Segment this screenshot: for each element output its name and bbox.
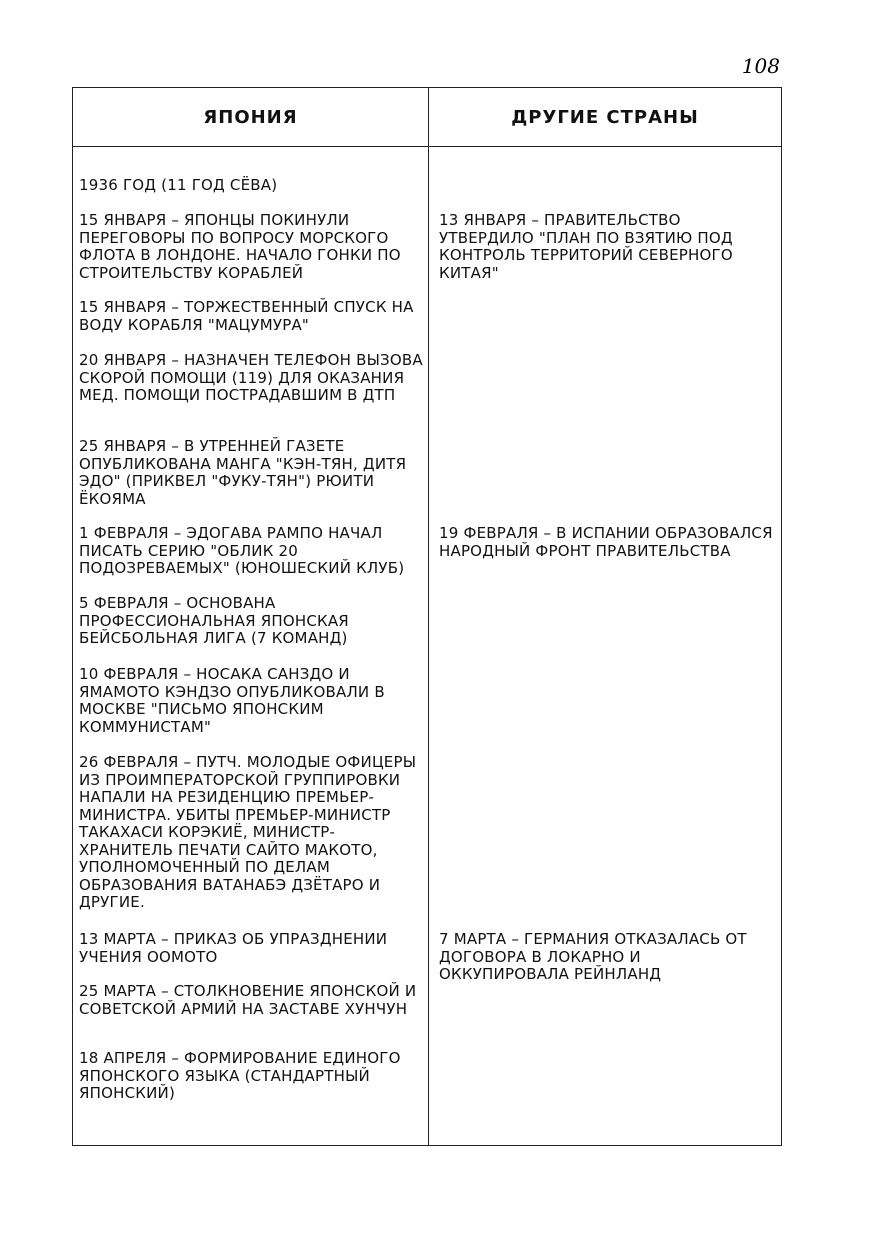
other-entry: 19 ФЕВРАЛЯ – В ИСПАНИИ ОБРАЗОВАЛСЯ НАРОДНЫЙ ФРОНТ ПРАВИТЕЛЬСТВА bbox=[439, 524, 773, 560]
japan-entry: 15 ЯНВАРЯ – ТОРЖЕСТВЕННЫЙ СПУСК НА ВОДУ КОРАБЛЯ "МАЦУМУРА" bbox=[79, 298, 414, 334]
japan-entry: 20 ЯНВАРЯ – НАЗНАЧЕН ТЕЛЕФОН ВЫЗОВА СКОРОЙ ПОМОЩИ (119) ДЛЯ ОКАЗАНИЯ МЕД. ПОМОЩИ ПОСТРАДАВШИМ В ДТП bbox=[79, 351, 423, 404]
japan-entry: 5 ФЕВРАЛЯ – ОСНОВАНА ПРОФЕССИОНАЛЬНАЯ ЯПОНСКАЯ БЕЙСБОЛЬНАЯ ЛИГА (7 КОМАНД) bbox=[79, 594, 349, 647]
column-divider bbox=[428, 88, 429, 1145]
japan-entry: 25 ЯНВАРЯ – В УТРЕННЕЙ ГАЗЕТЕ ОПУБЛИКОВАНА МАНГА "КЭН-ТЯН, ДИТЯ ЭДО" (ПРИКВЕЛ "ФУКУ-ТЯН") РЮИТИ ЁКОЯМА bbox=[79, 437, 407, 508]
other-entry: 7 МАРТА – ГЕРМАНИЯ ОТКАЗАЛАСЬ ОТ ДОГОВОРА В ЛОКАРНО И ОККУПИРОВАЛА РЕЙНЛАНД bbox=[439, 930, 747, 983]
japan-entry: 18 АПРЕЛЯ – ФОРМИРОВАНИЕ ЕДИНОГО ЯПОНСКОГО ЯЗЫКА (СТАНДАРТНЫЙ ЯПОНСКИЙ) bbox=[79, 1049, 401, 1102]
japan-entry: 26 ФЕВРАЛЯ – ПУТЧ. МОЛОДЫЕ ОФИЦЕРЫ ИЗ ПРОИМПЕРАТОРСКОЙ ГРУППИРОВКИ НАПАЛИ НА РЕЗИДЕНЦИЮ ПРЕМЬЕР-МИНИСТРА. УБИТЫ ПРЕМЬЕР-МИНИСТР ТАКАХАСИ КОРЭКИЁ, МИНИСТР-ХРАНИТЕЛЬ ПЕЧАТИ САЙТО МАКОТО, УПОЛНОМОЧЕННЫЙ ПО ДЕЛАМ ОБРАЗОВАНИЯ ВАТАНАБЭ ДЗЁТАРО И ДРУГИЕ. bbox=[79, 753, 417, 911]
japan-entry: 1 ФЕВРАЛЯ – ЭДОГАВА РАМПО НАЧАЛ ПИСАТЬ СЕРИЮ "ОБЛИК 20 ПОДОЗРЕВАЕМЫХ" (ЮНОШЕСКИЙ КЛУБ) bbox=[79, 524, 405, 577]
year-heading: 1936 ГОД (11 ГОД СЁВА) bbox=[79, 176, 278, 194]
timeline-table bbox=[72, 87, 782, 1146]
japan-entry: 15 ЯНВАРЯ – ЯПОНЦЫ ПОКИНУЛИ ПЕРЕГОВОРЫ ПО ВОПРОСУ МОРСКОГО ФЛОТА В ЛОНДОНЕ. НАЧАЛО ГОНКИ ПО СТРОИТЕЛЬСТВУ КОРАБЛЕЙ bbox=[79, 211, 401, 282]
other-entry: 13 ЯНВАРЯ – ПРАВИТЕЛЬСТВО УТВЕРДИЛО "ПЛАН ПО ВЗЯТИЮ ПОД КОНТРОЛЬ ТЕРРИТОРИЙ СЕВЕРНОГО КИТАЯ" bbox=[439, 211, 733, 282]
japan-entry: 13 МАРТА – ПРИКАЗ ОБ УПРАЗДНЕНИИ УЧЕНИЯ ООМОТО bbox=[79, 930, 388, 966]
header-other-countries: ДРУГИЕ СТРАНЫ bbox=[511, 106, 699, 128]
japan-entry: 25 МАРТА – СТОЛКНОВЕНИЕ ЯПОНСКОЙ И СОВЕТСКОЙ АРМИЙ НА ЗАСТАВЕ ХУНЧУН bbox=[79, 982, 417, 1018]
header-divider bbox=[73, 146, 781, 147]
japan-entry: 10 ФЕВРАЛЯ – НОСАКА САНЗДО И ЯМАМОТО КЭНДЗО ОПУБЛИКОВАЛИ В МОСКВЕ "ПИСЬМО ЯПОНСКИМ КОММУНИСТАМ" bbox=[79, 665, 385, 736]
page-number: 108 bbox=[741, 54, 780, 78]
header-japan: ЯПОНИЯ bbox=[203, 106, 298, 128]
